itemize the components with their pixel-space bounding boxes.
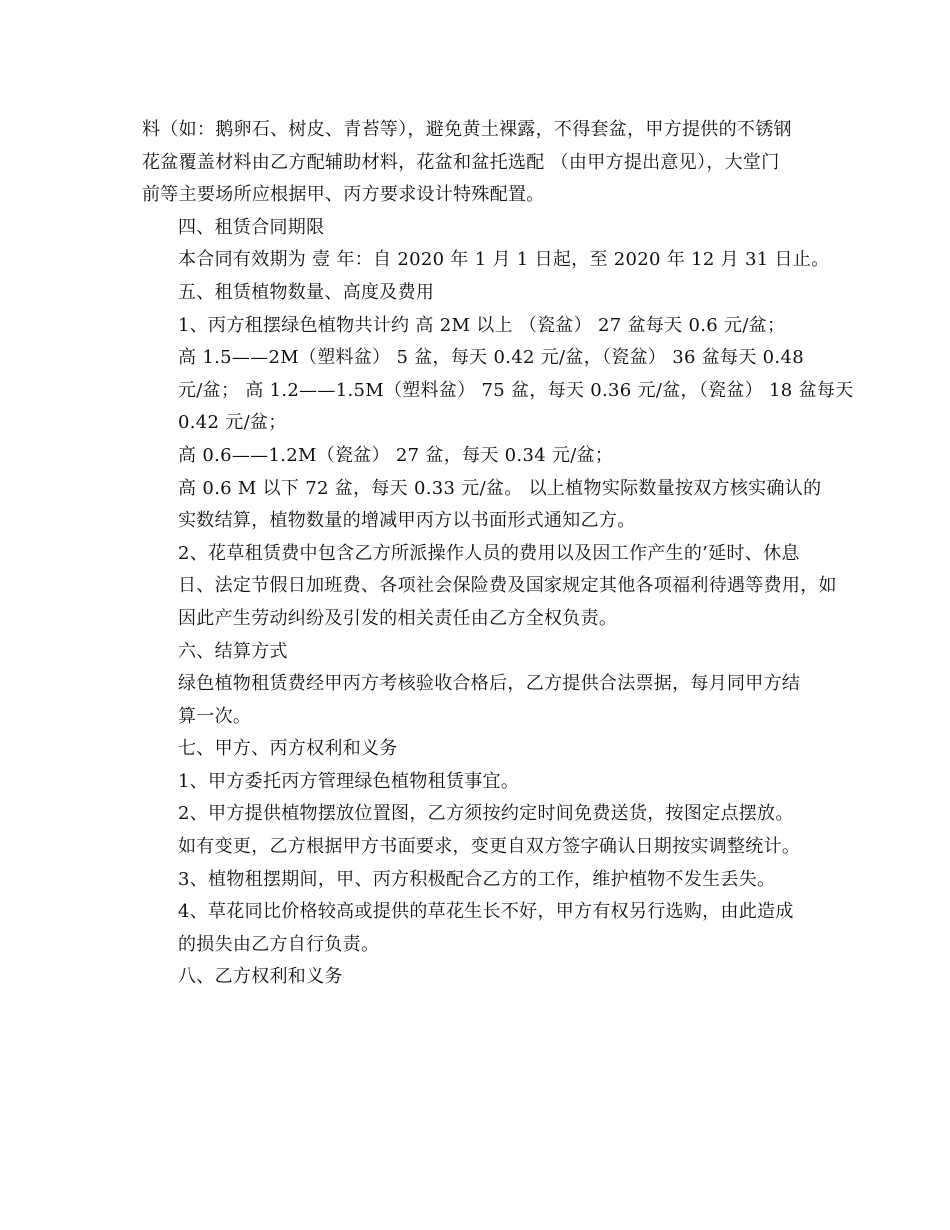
text-line: 花盆覆盖材料由乙方配辅助材料，花盆和盆托选配 （由甲方提出意见），大堂门 — [142, 151, 780, 173]
text-line: 高 0.6 M 以下 72 盆，每天 0.33 元/盆。 以上植物实际数量按双方核实确认的 — [178, 477, 822, 499]
paragraph-heading-7 — [142, 733, 818, 766]
paragraph-materials-cont — [142, 114, 818, 212]
text-line: 1、丙方租摆绿色植物共计约 高 2M 以上 （瓷盆） 27 盆每天 0.6 元/盆； — [178, 314, 786, 336]
text-line: 八、乙方权利和义务 — [178, 966, 343, 988]
paragraph-item-5-1d — [142, 473, 822, 538]
text-line: 的损失由乙方自行负责。 — [178, 933, 380, 955]
text-line: 4、草花同比价格较高或提供的草花生长不好，甲方有权另行选购，由此造成 — [178, 901, 794, 923]
text-line: 七、甲方、丙方权利和义务 — [178, 738, 398, 760]
paragraph-item-7-2 — [142, 798, 818, 863]
paragraph-settlement — [142, 668, 818, 733]
paragraph-heading-8 — [142, 961, 818, 994]
text-line: 元/盆； 高 1.2——1.5M（塑料盆） 75 盆，每天 0.36 元/盆，（瓷盆） 18 盆每天 — [178, 379, 854, 401]
text-line: 五、租赁植物数量、高度及费用 — [178, 281, 435, 303]
text-line: 料（如：鹅卵石、树皮、青苔等），避免黄土裸露，不得套盆，甲方提供的不锈钢 — [142, 119, 792, 140]
paragraph-heading-5 — [142, 277, 818, 310]
paragraph-item-7-1 — [142, 766, 818, 799]
paragraph-item-5-2 — [142, 538, 837, 636]
text-line: 高 1.5——2M（塑料盆） 5 盆，每天 0.42 元/盆，（瓷盆） 36 盆每天 0.48 — [178, 347, 804, 369]
paragraph-item-7-4 — [142, 896, 818, 961]
paragraph-heading-4 — [142, 212, 818, 245]
text-line: 四、租赁合同期限 — [178, 216, 325, 238]
text-line: 本合同有效期为 壹 年：自 2020 年 1 月 1 日起，至 2020 年 12 月 31 日止。 — [178, 249, 830, 271]
text-line: 3、植物租摆期间，甲、丙方积极配合乙方的工作，维护植物不发生丢失。 — [178, 868, 776, 890]
paragraph-item-5-1b — [142, 342, 854, 440]
text-line: 实数结算，植物数量的增减甲丙方以书面形式通知乙方。 — [178, 510, 636, 532]
text-line: 2、花草租赁费中包含乙方所派操作人员的费用以及因工作产生的’延时、休息 — [178, 542, 800, 564]
paragraph-item-7-3 — [142, 864, 818, 897]
text-line: 前等主要场所应根据甲、丙方要求设计特殊配置。 — [142, 184, 545, 206]
text-line: 高 0.6——1.2M（瓷盆） 27 盆，每天 0.34 元/盆； — [178, 444, 614, 466]
text-line: 0.42 元/盆； — [178, 412, 287, 434]
paragraph-term — [142, 244, 830, 277]
text-line: 绿色植物租赁费经甲丙方考核验收合格后，乙方提供合法票据，每月同甲方结 — [178, 673, 801, 695]
text-line: 算一次。 — [178, 705, 252, 727]
text-line: 六、结算方式 — [178, 640, 288, 662]
text-line: 因此产生劳动纠纷及引发的相关责任由乙方全权负责。 — [178, 607, 618, 629]
paragraph-item-5-1 — [142, 310, 818, 343]
document-body — [142, 114, 854, 994]
text-line: 日、法定节假日加班费、各项社会保险费及国家规定其他各项福利待遇等费用，如 — [178, 575, 837, 597]
paragraph-heading-6 — [142, 636, 818, 669]
paragraph-item-5-1c — [142, 440, 818, 473]
text-line: 1、甲方委托丙方管理绿色植物租赁事宜。 — [178, 770, 520, 792]
text-line: 如有变更，乙方根据甲方书面要求，变更自双方签字确认日期按实调整统计。 — [178, 836, 801, 858]
text-line: 2、甲方提供植物摆放位置图，乙方须按约定时间免费送货，按图定点摆放。 — [178, 803, 794, 825]
